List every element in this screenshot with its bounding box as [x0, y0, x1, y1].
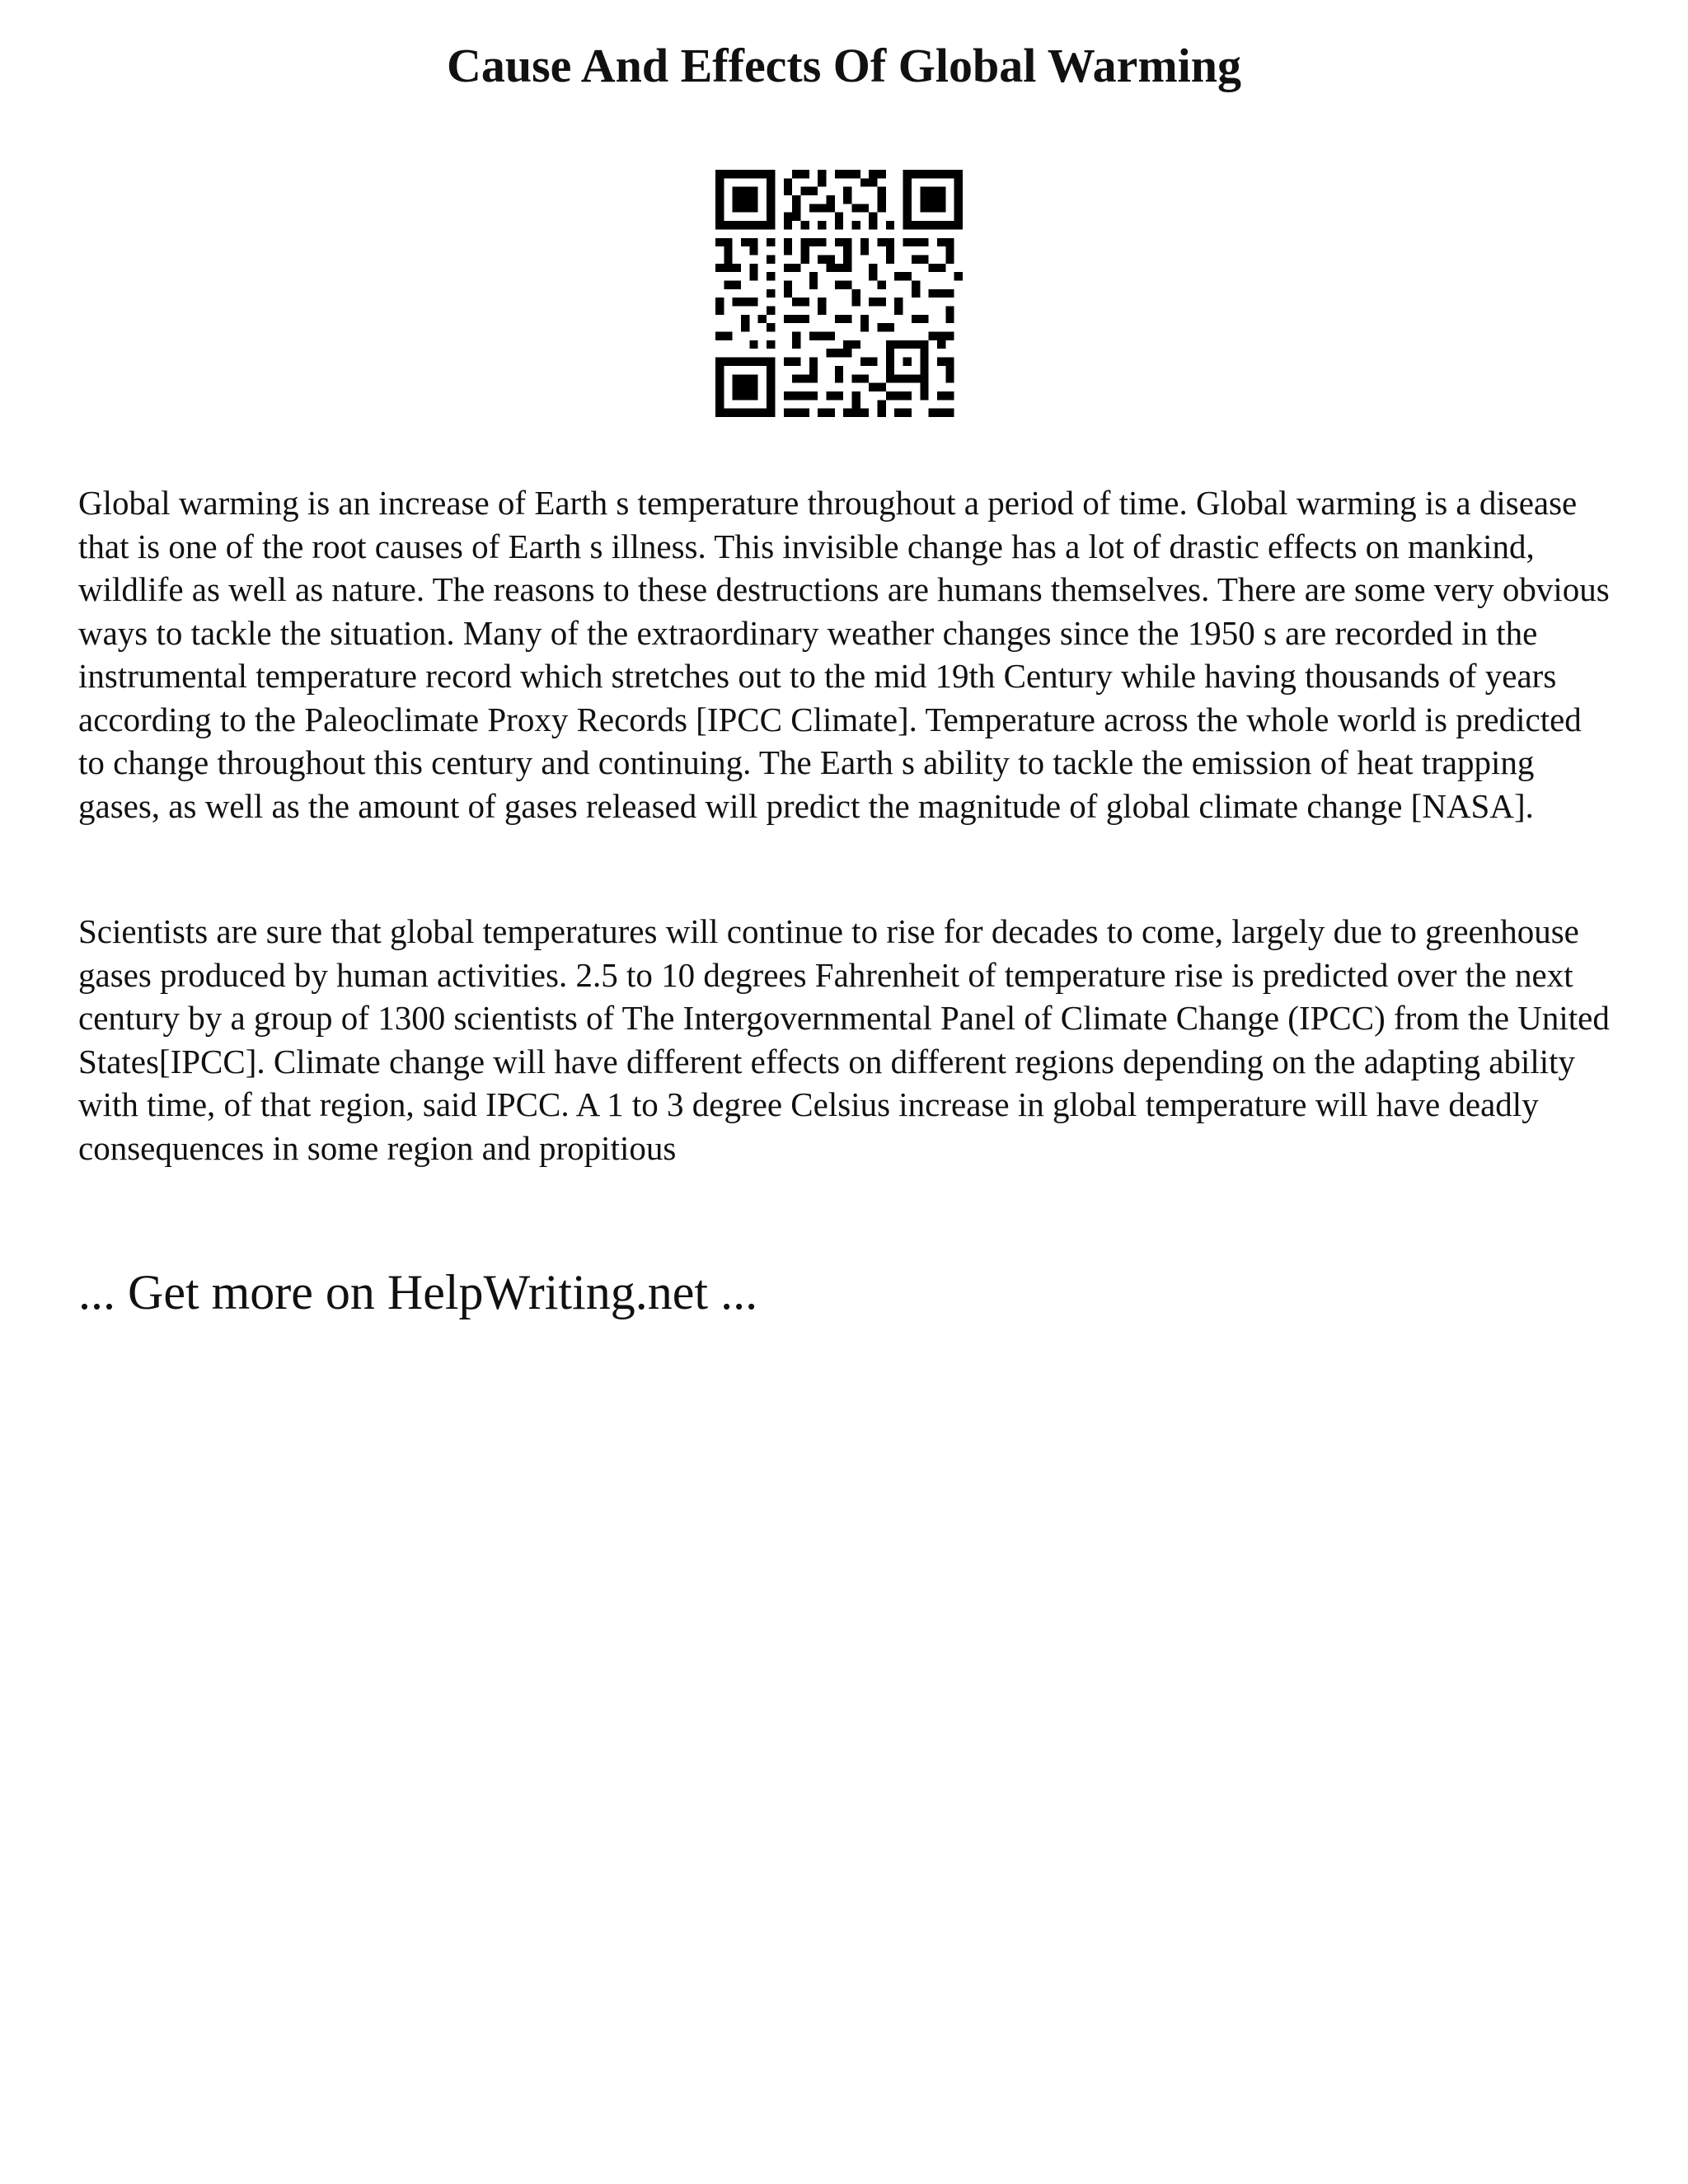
body-paragraph-2: Scientists are sure that global temperatures will continue to rise for decades to come, largely due to greenhouse gases produced by human activities. 2.5 to 10 degrees Fahrenheit of temperature rise is predicted over the next century by a group of 1300 scientists of The Intergovernmental Panel of Climate Change (IPCC) from the United States[IPCC]. Climate change will have different effects on different regions depending on the adapting ability with time, of that region, said IPCC. A 1 to 3 degree Celsius increase in global temperature will have deadly consequences in some region and propitious: [78, 912, 1610, 1167]
body-paragraph-1: Global warming is an increase of Earth s temperature throughout a period of time. Global warming is a disease that is one of the root causes of Earth s illness. This invisible change has a lot of drastic effects on mankind, wildlife as well as nature. The reasons to these destructions are humans themselves. There are some very obvious ways to tackle the situation. Many of the extraordinary weather changes since the 1950 s are recorded in the instrumental temperature record which stretches out to the mid 19th Century while having thousands of years according to the Paleoclimate Proxy Records [IPCC Climate]. Temperature across the whole world is predicted to change throughout this century and continuing. The Earth s ability to tackle the emission of heat trapping gases, as well as the amount of gases released will predict the magnitude of global climate change [NASA].: [78, 484, 1610, 825]
qr-code-icon: [715, 170, 963, 417]
get-more-link[interactable]: ... Get more on HelpWriting.net ...: [78, 1265, 758, 1319]
qr-code-graphic: [715, 170, 963, 417]
page-title: Cause And Effects Of Global Warming: [446, 39, 1242, 92]
